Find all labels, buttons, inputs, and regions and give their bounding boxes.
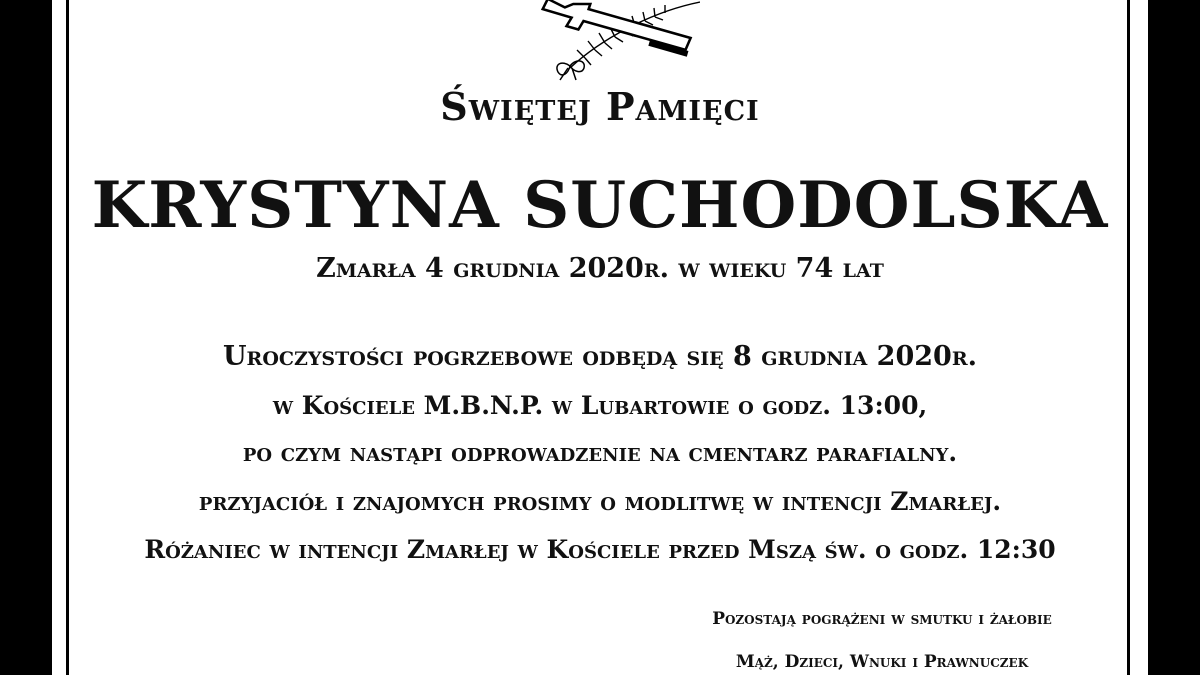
mourners-line: Mąż, Dzieci, Wnuki i Prawnuczek xyxy=(735,652,1029,672)
cross-with-palm-icon xyxy=(500,0,700,85)
funeral-info-line: po czym nastąpi odprowadzenie na cmentarz parafialny. xyxy=(242,438,958,467)
obituary-card xyxy=(52,0,1148,675)
deceased-name: KRYSTYNA SUCHODOLSKA xyxy=(91,168,1109,243)
funeral-info-line: Uroczystości pogrzebowe odbędą się 8 grudnia 2020r. xyxy=(222,341,978,372)
heading-swietej-pamieci: Świętej Pamięci xyxy=(440,84,760,129)
funeral-info-line: Różaniec w intencji Zmarłej w Kościele przed Mszą św. o godz. 12:30 xyxy=(144,535,1056,564)
funeral-info-line: przyjaciół i znajomych prosimy o modlitwę w intencji Zmarłej. xyxy=(198,487,1002,516)
funeral-info-line: w Kościele M.B.N.P. w Lubartowie o godz. 13:00, xyxy=(272,391,928,420)
death-date-line: Zmarła 4 grudnia 2020r. w wieku 74 lat xyxy=(316,253,884,284)
mourners-line: Pozostają pogrążeni w smutku i żałobie xyxy=(712,609,1052,629)
